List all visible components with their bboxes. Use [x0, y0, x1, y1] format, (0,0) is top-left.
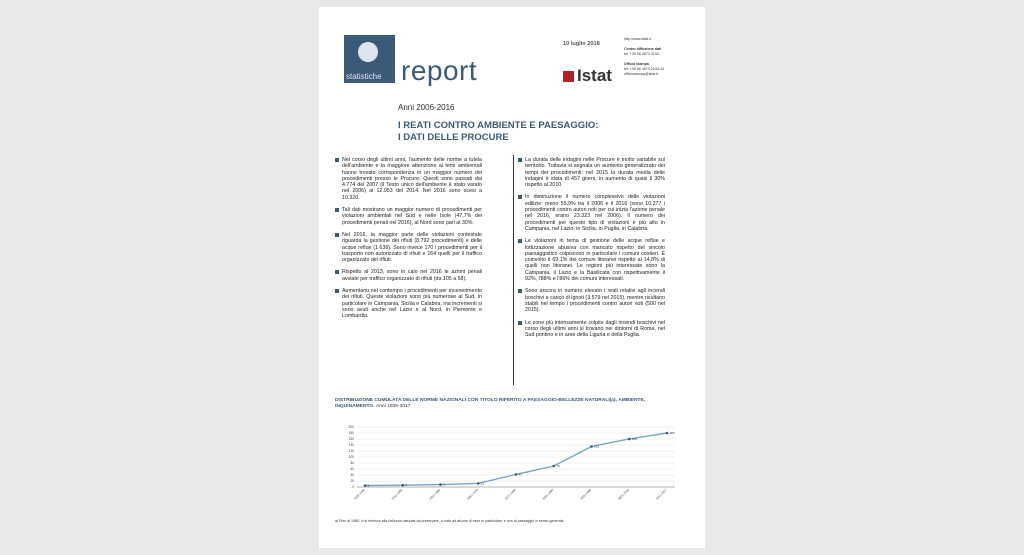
bullet-square-icon — [518, 158, 522, 162]
data-label: 5 — [367, 483, 370, 488]
data-point — [552, 465, 555, 468]
x-tick-label: 1971-1980 — [503, 487, 517, 501]
bullet-square-icon — [335, 289, 339, 293]
data-label: 70 — [556, 464, 560, 468]
data-point — [590, 445, 593, 448]
data-point — [628, 438, 631, 441]
contact-line: Ufficio stampa — [624, 62, 649, 66]
cumulative-norms-chart — [335, 421, 691, 503]
bullet-square-icon — [335, 270, 339, 274]
paragraph: In diminuzione il numero complessivo delle violazioni edilizie: meno 55,9% tra il 2006 e il 2016 (sono 10.277 i procedimenti contro autori noti per cui inizia l'azione penale nel 2016, erano 23.323 nel 2006). Il numero dei procedimenti per questo tipo di violazioni è più alto in Campania, nel Lazio, in Sicilia, in Puglia, in Calabria. — [518, 194, 665, 232]
data-label: 42 — [518, 472, 522, 477]
data-point — [364, 484, 367, 487]
bullet-square-icon — [335, 233, 339, 237]
y-tick-label: 140 — [348, 443, 354, 448]
bullet-square-icon — [518, 195, 522, 199]
right-column — [518, 157, 665, 344]
paragraph: Le zone più intensamente colpite dagli incendi boschivi nel corso degli ultimi anni si trovano nei dintorni di Roma, nel Sud pontino e in aree della Liguria e della Puglia. — [518, 320, 665, 339]
data-point — [666, 432, 669, 435]
data-label: 160 — [631, 437, 637, 441]
paragraph: Sono ancora in numero elevato i reati relativi agli incendi boschivi a carico di ignoti (3.579 nel 2015), mentre risultano stabili nel tempo i procedimenti contro autori noti (500 nel 2015). — [518, 288, 665, 313]
y-tick-label: 40 — [350, 473, 354, 478]
bullet-square-icon — [518, 289, 522, 293]
paragraph: Nel 2016, la maggior parte delle violazioni contestate riguarda la gestione dei rifiuti (8.792 procedimenti) e delle acque reflue (1.636). Sono invece 170 i procedimenti per il trasporto non autorizzato di rifiuti e 164 quelli per il traffico organizzato dei rifiuti. — [335, 232, 482, 263]
data-point — [439, 483, 442, 486]
pie-icon — [358, 42, 378, 62]
report-page — [319, 7, 705, 548]
contacts-block — [624, 37, 702, 77]
contact-line: tel. +39 06 4673.3102 — [624, 52, 659, 56]
left-column — [335, 157, 482, 326]
series-line — [365, 433, 667, 486]
logo-caption: statistiche — [346, 72, 382, 81]
release-date: 10 luglio 2018 — [563, 41, 600, 47]
title-line: I DATI DELLE PROCURE — [398, 132, 509, 143]
data-point — [515, 473, 518, 476]
data-label: 8 — [443, 482, 445, 487]
x-tick-label: 2011-2017 — [654, 487, 668, 501]
paragraph: Aumentano nel contempo i procedimenti per incenerimento dei rifiuti. Queste violazioni sono più numerose al Sud, in particolare in Campania, Sicilia e Calabria, ma incrementi si sono avuti anche nel Lazio e al Nord, in Piemonte e Lombardia. — [335, 288, 482, 319]
data-label: 12 — [480, 481, 485, 486]
title-line: I REATI CONTRO AMBIENTE E PAESAGGIO: — [398, 120, 599, 131]
column-divider — [513, 155, 514, 385]
bullet-square-icon — [335, 208, 339, 212]
contact-line: Centro diffusione dati — [624, 47, 662, 51]
x-tick-label: 1961-1970 — [465, 487, 479, 501]
paragraph: Le violazioni in tema di gestione delle acque reflue e lottizzazione abusiva con mancato rispetto del vincolo paesaggistico colpiscono in particolare i comuni costieri. È coinvolto il 69,1% dei comuni litoranei rispetto al 14,8% di quelli non litoranei. Le regioni più interessate sono la Campania, il Lazio e la Basilicata con rispettivamente il 92%, l'88% e l'86% dei comuni interessati. — [518, 238, 665, 282]
period-label: Anni 2006-2016 — [398, 103, 455, 112]
y-tick-label: 100 — [348, 455, 354, 460]
footnote: a) Fino al 1985, ci si riferisce alla bellezza naturale da preservare, a volte ad alcune di esse in particolare, e non al paesaggio in senso generale. — [335, 519, 565, 523]
y-tick-label: 80 — [350, 461, 354, 466]
x-tick-label: 1935-1940 — [352, 487, 366, 501]
y-tick-label: 0 — [352, 485, 354, 490]
paragraph: Rispetto al 2013, sono in calo nel 2016 le azioni penali avviate per traffico organizzato di rifiuti (da 105 a 58). — [335, 269, 482, 282]
x-tick-label: 1981-1990 — [541, 487, 555, 501]
page-title — [398, 120, 658, 144]
bullet-square-icon — [518, 321, 522, 325]
report-wordmark: report — [401, 55, 478, 86]
x-tick-label: 1991-2000 — [579, 487, 593, 501]
y-tick-label: 20 — [350, 479, 354, 484]
chart-title: DISTRIBUZIONE CUMULATA DELLE NORME NAZIONALI CON TITOLO RIFERITO A PAESAGGIO-BELLEZZE NATURALI(a), AMBIENTE, INQUINAMENTO. Anni 1935-2017 — [335, 398, 646, 410]
bullet-square-icon — [518, 239, 522, 243]
y-tick-label: 180 — [348, 431, 354, 436]
y-tick-label: 200 — [348, 425, 354, 430]
contact-line: tel. +39 06 4673.2243-44 — [624, 67, 665, 71]
chart-subtitle: Anni 1935-2017 — [375, 404, 411, 410]
contact-url[interactable]: http://www.istat.it — [624, 37, 651, 41]
paragraph: La durata delle indagini nelle Procure è molto variabile sul territorio. Tuttavia si segnala un aumento generalizzato dei tempi dei procedimenti: nel 2015 la durata media delle indagini è stata di 457 giorni, in aumento di quasi il 30% rispetto al 2010. — [518, 157, 665, 188]
statistiche-logo — [344, 35, 395, 83]
data-label: 135 — [594, 444, 600, 449]
data-point — [477, 482, 480, 485]
istat-wordmark: Istat — [577, 66, 612, 85]
x-tick-label: 1941-1950 — [390, 487, 404, 501]
data-point — [401, 484, 404, 487]
y-tick-label: 120 — [348, 449, 354, 454]
contact-email[interactable]: ufficiostampa@istat.it — [624, 72, 659, 76]
istat-logo-icon — [563, 71, 574, 82]
bullet-square-icon — [335, 158, 339, 162]
paragraph: Nel corso degli ultimi anni, l'aumento delle norme a tutela dell'ambiente e la maggiore attenzione ai temi ambientali hanno trovato corrispondenza in un maggior numero dei procedimenti presso le Procure. Questi sono passati dai 4.774 del 2007 (il Testo unico dell'ambiente è stato varato nel 2006) ai 12.953 del 2014. Nel 2016 sono scesi a 10.320. — [335, 157, 482, 201]
x-tick-label: 1951-1960 — [428, 487, 442, 501]
y-tick-label: 60 — [350, 467, 354, 472]
x-tick-label: 2001-2010 — [616, 487, 630, 501]
data-label: 180 — [669, 431, 675, 435]
y-tick-label: 160 — [348, 437, 354, 442]
paragraph: Tali dati mostrano un maggior numero di procedimenti per violazioni ambientali nel Sud e nelle Isole (47,7% dei procedimenti penali nel 2016), al Nord sono pari al 30%. — [335, 207, 482, 226]
data-label: 6 — [405, 483, 407, 488]
